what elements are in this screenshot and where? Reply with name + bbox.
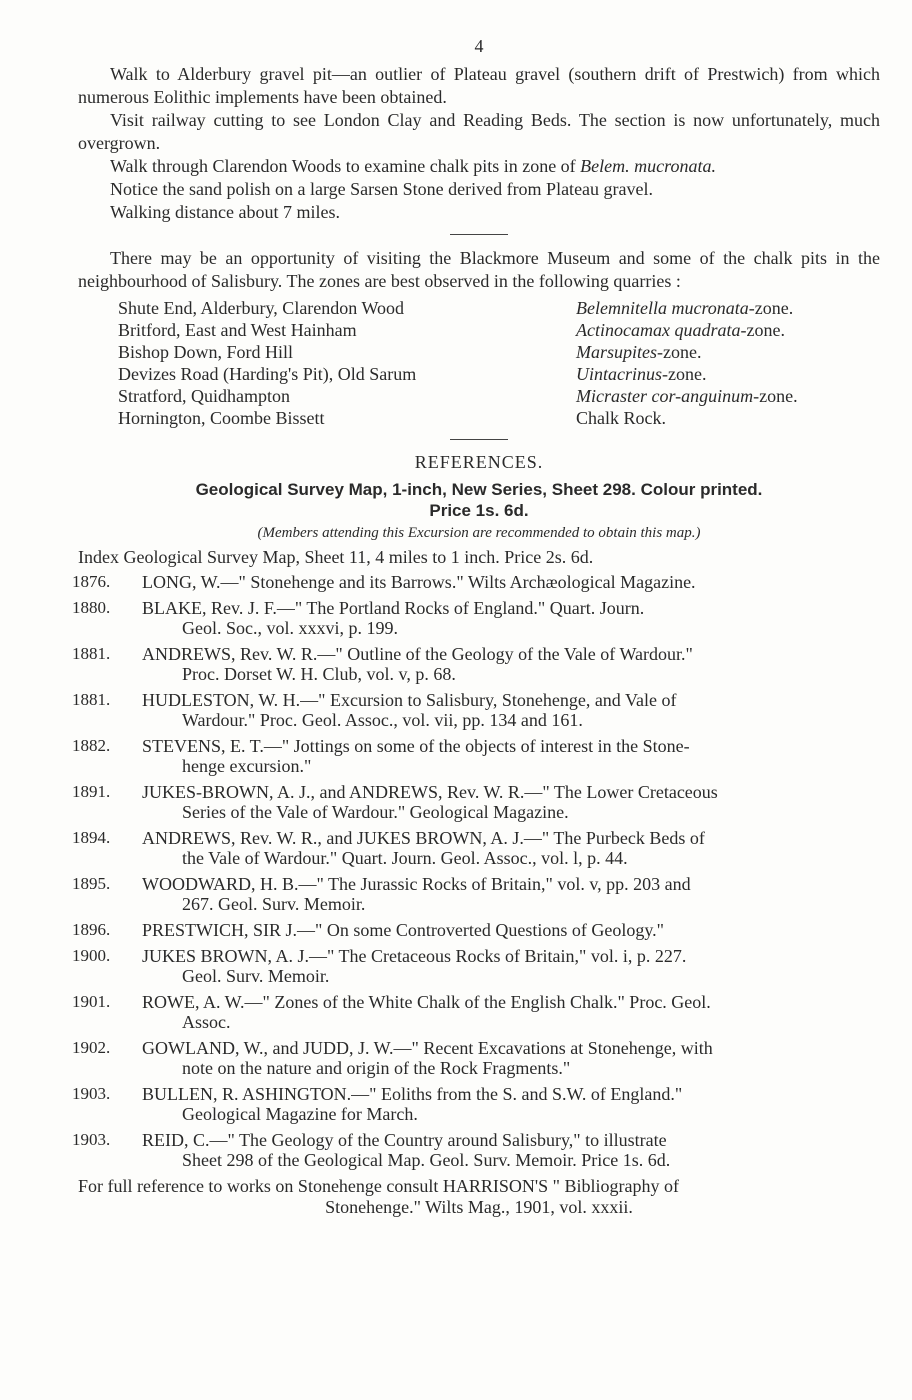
reference-text: LONG, W.—" Stonehenge and its Barrows." Wilts Archæological Magazine.: [142, 572, 696, 592]
reference-text: REID, C.—" The Geology of the Country around Salisbury," to illustrate Sheet 298 of the Geological Map. Geol. Surv. Memoir. Price 1s. 6d.: [142, 1130, 671, 1170]
quarry-place: Stratford, Quidhampton: [118, 386, 290, 406]
reference-text: ROWE, A. W.—" Zones of the White Chalk of the English Chalk." Proc. Geol. Assoc.: [142, 992, 711, 1032]
reference-entry: [72, 644, 880, 684]
reference-year: 1900.: [72, 946, 111, 965]
reference-text: ANDREWS, Rev. W. R., and JUKES BROWN, A. J.—" The Purbeck Beds of the Vale of Wardour." Quart. Journ. Geol. Assoc., vol. l, p. 44.: [142, 828, 705, 868]
reference-year: 1876.: [72, 572, 111, 591]
reference-text: PRESTWICH, SIR J.—" On some Controverted Questions of Geology.": [142, 920, 664, 940]
map-note: (Members attending this Excursion are recommended to obtain this map.): [257, 525, 701, 541]
paragraph-clarendon: [78, 155, 880, 178]
reference-entry: [72, 782, 880, 822]
reference-year: 1901.: [72, 992, 111, 1011]
quarries-list: [118, 297, 880, 429]
quarry-place: Hornington, Coombe Bissett: [118, 408, 325, 428]
reference-entry: [72, 572, 880, 592]
reference-year: 1882.: [72, 736, 111, 755]
map-title: Geological Survey Map, 1-inch, New Series, Sheet 298. Colour printed. Price 1s. 6d.: [195, 480, 763, 520]
reference-entry: [72, 920, 880, 940]
quarry-zone: Belemnitella mucronata-zone.: [576, 298, 794, 318]
reference-entry: [72, 1130, 880, 1170]
quarry-place: Britford, East and West Hainham: [118, 320, 357, 340]
paragraph-sarsen: Notice the sand polish on a large Sarsen Stone derived from Plateau gravel.: [110, 179, 654, 199]
reference-text: WOODWARD, H. B.—" The Jurassic Rocks of Britain," vol. v, pp. 203 and 267. Geol. Surv. Memoir.: [142, 874, 691, 914]
quarry-zone: Marsupites-zone.: [576, 342, 702, 362]
reference-entry: [72, 874, 880, 914]
reference-year: 1902.: [72, 1038, 111, 1057]
reference-year: 1903.: [72, 1130, 111, 1149]
reference-year: 1891.: [72, 782, 111, 801]
quarry-zone: Micraster cor-anguinum-zone.: [576, 386, 798, 406]
quarry-zone: Uintacrinus-zone.: [576, 364, 707, 384]
clarendon-zone: Belem. mucronata.: [580, 156, 716, 176]
final-reference: For full reference to works on Stonehenge consult HARRISON'S " Bibliography of Stonehenge." Wilts Mag., 1901, vol. xxxii.: [78, 1176, 680, 1217]
reference-text: STEVENS, E. T.—" Jottings on some of the objects of interest in the Stone- henge excursion.": [142, 736, 690, 776]
references-heading: REFERENCES.: [414, 452, 544, 472]
section-divider: [450, 439, 508, 440]
paragraph-distance: Walking distance about 7 miles.: [110, 202, 341, 222]
reference-year: 1894.: [72, 828, 111, 847]
reference-year: 1881.: [72, 644, 111, 663]
reference-year: 1895.: [72, 874, 111, 893]
reference-text: JUKES BROWN, A. J.—" The Cretaceous Rocks of Britain," vol. i, p. 227. Geol. Surv. Memoir.: [142, 946, 687, 986]
paragraph-railway: Visit railway cutting to see London Clay and Reading Beds. The section is now unfortunately, much overgrown.: [78, 110, 880, 153]
reference-entry: [72, 690, 880, 730]
reference-entry: [72, 1084, 880, 1124]
reference-text: BULLEN, R. ASHINGTON.—" Eoliths from the S. and S.W. of England." Geological Magazine for March.: [142, 1084, 683, 1124]
quarry-place: Shute End, Alderbury, Clarendon Wood: [118, 298, 405, 318]
reference-year: 1903.: [72, 1084, 111, 1103]
page-number: 4: [474, 36, 484, 56]
quarry-zone: Chalk Rock.: [576, 408, 666, 428]
reference-year: 1881.: [72, 690, 111, 709]
reference-entry: [72, 828, 880, 868]
reference-text: ANDREWS, Rev. W. R.—" Outline of the Geology of the Vale of Wardour." Proc. Dorset W. H. Club, vol. v, p. 68.: [142, 644, 693, 684]
section-divider: [450, 234, 508, 235]
quarry-place: Devizes Road (Harding's Pit), Old Sarum: [118, 364, 417, 384]
reference-text: HUDLESTON, W. H.—" Excursion to Salisbury, Stonehenge, and Vale of Wardour." Proc. Geol. Assoc., vol. vii, pp. 134 and 161.: [142, 690, 677, 730]
paragraph-blackmore: There may be an opportunity of visiting the Blackmore Museum and some of the chalk pits in the neighbourhood of Salisbury. The zones are best observed in the following quarries :: [78, 248, 880, 291]
reference-entry: [72, 946, 880, 986]
references-list: [72, 572, 880, 1170]
reference-entry: [72, 992, 880, 1032]
paragraph-alderbury: Walk to Alderbury gravel pit—an outlier of Plateau gravel (southern drift of Prestwich) from which numerous Eolithic implements have been obtained.: [78, 64, 880, 107]
reference-year: 1896.: [72, 920, 111, 939]
reference-text: GOWLAND, W., and JUDD, J. W.—" Recent Excavations at Stonehenge, with note on the nature and origin of the Rock Fragments.": [142, 1038, 713, 1078]
clarendon-text: Walk through Clarendon Woods to examine chalk pits in zone of: [110, 156, 581, 176]
index-map-line: Index Geological Survey Map, Sheet 11, 4 miles to 1 inch. Price 2s. 6d.: [78, 547, 594, 567]
reference-year: 1880.: [72, 598, 111, 617]
reference-text: BLAKE, Rev. J. F.—" The Portland Rocks of England." Quart. Journ. Geol. Soc., vol. xxxvi, p. 199.: [142, 598, 645, 638]
quarry-zone: Actinocamax quadrata-zone.: [576, 320, 785, 340]
reference-entry: [72, 1038, 880, 1078]
reference-entry: [72, 736, 880, 776]
reference-text: JUKES-BROWN, A. J., and ANDREWS, Rev. W. R.—" The Lower Cretaceous Series of the Vale of Wardour." Geological Magazine.: [142, 782, 718, 822]
quarry-place: Bishop Down, Ford Hill: [118, 342, 294, 362]
reference-entry: [72, 598, 880, 638]
